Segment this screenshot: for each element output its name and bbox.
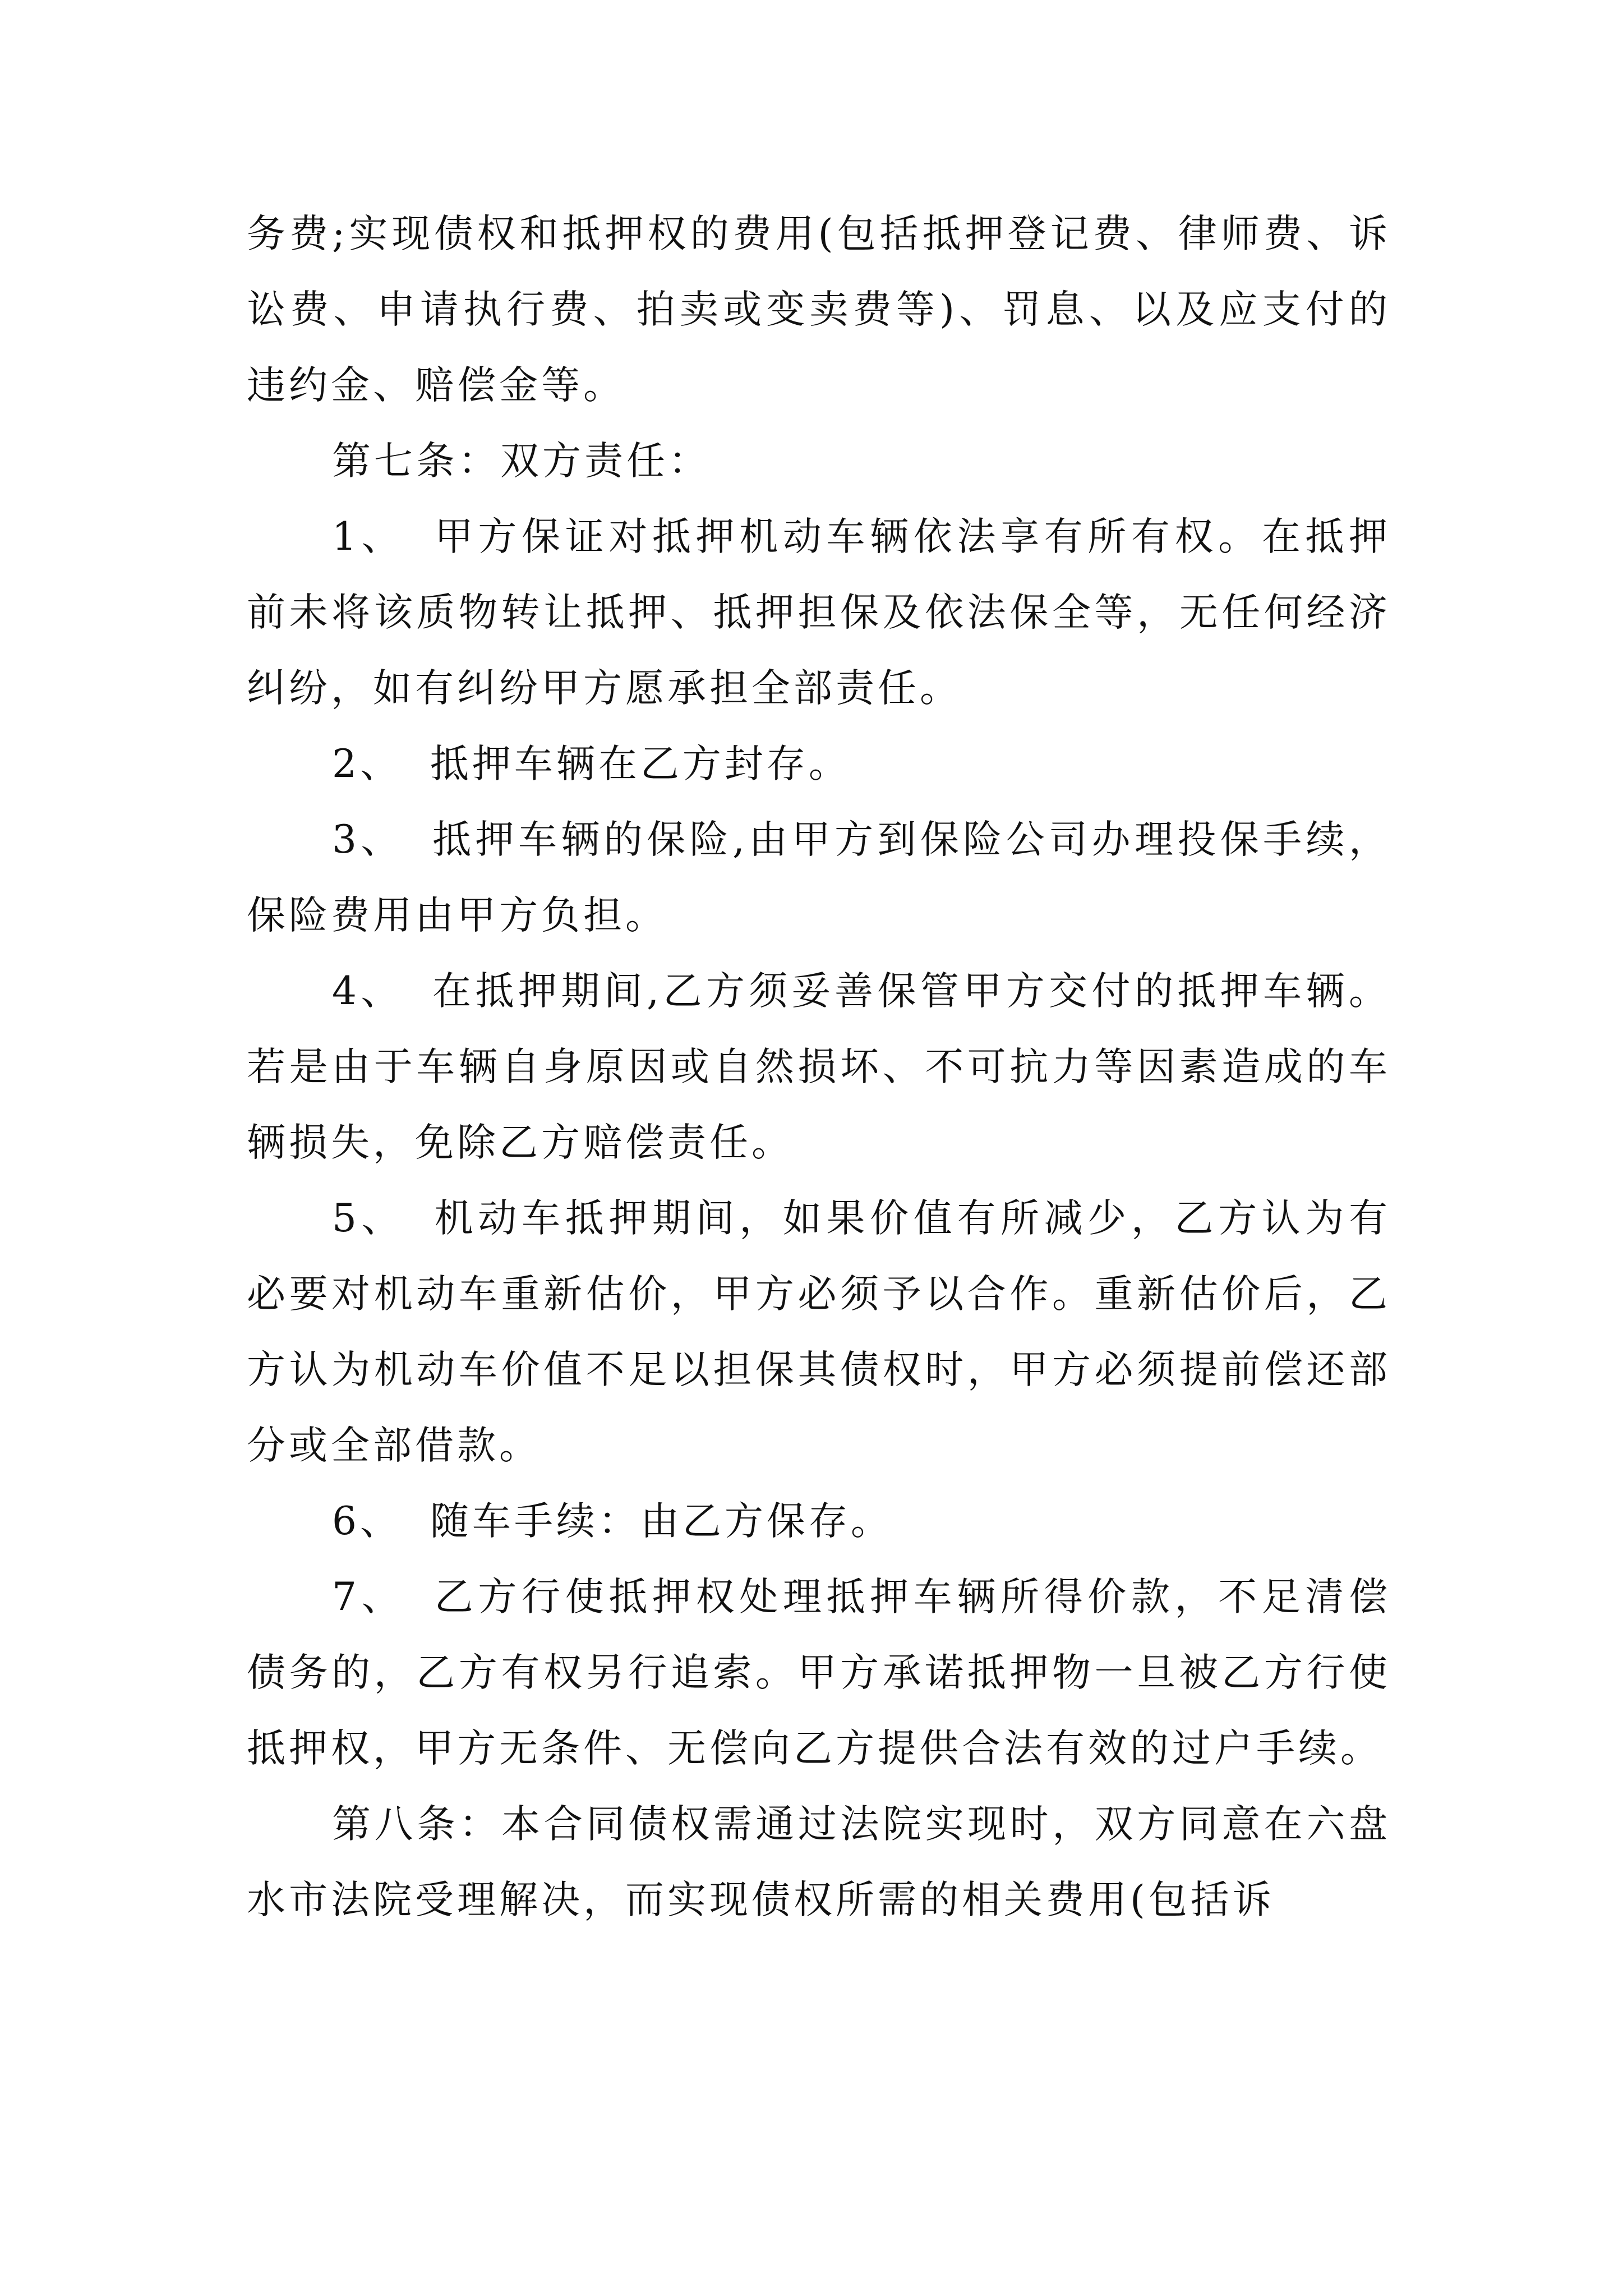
article-eight [247,1787,1391,1938]
clause-7 [247,1559,1391,1787]
clause-text: 抵押车辆的保险,由甲方到保险公司办理投保手续，保险费用由甲方负担。 [247,817,1391,938]
clause-number: 7、 [332,1575,405,1619]
clause-number: 4、 [332,969,404,1014]
clause-text: 随车手续：由乙方保存。 [430,1499,893,1544]
clause-number: 1、 [332,514,405,559]
clause-text: 抵押车辆在乙方封存。 [430,742,851,786]
clause-text: 在抵押期间,乙方须妥善保管甲方交付的抵押车辆。若是由于车辆自身原因或自然损坏、不可抗力等因素造成的车辆损失，免除乙方赔偿责任。 [247,969,1391,1165]
paragraph-continuation [247,196,1391,424]
clause-text: 机动车抵押期间，如果价值有所减少，乙方认为有必要对机动车重新估价，甲方必须予以合作。重新估价后，乙方认为机动车价值不足以担保其债权时，甲方必须提前偿还部分或全部借款。 [247,1196,1391,1468]
paragraph-text: 第八条：本合同债权需通过法院实现时，双方同意在六盘水市法院受理解决，而实现债权所需的相关费用(包括诉 [247,1802,1391,1922]
clause-2 [247,726,1391,802]
document-body [247,196,1391,1938]
clause-number: 6、 [332,1499,402,1544]
article-seven-heading [247,424,1391,499]
paragraph-text: 第七条：双方责任： [332,439,711,484]
clause-3 [247,802,1391,954]
clause-text: 乙方行使抵押权处理抵押车辆所得价款，不足清偿债务的，乙方有权另行追索。甲方承诺抵押物一旦被乙方行使抵押权，甲方无条件、无偿向乙方提供合法有效的过户手续。 [247,1575,1391,1771]
clause-number: 3、 [332,817,404,862]
clause-number: 2、 [332,742,402,786]
clause-4 [247,954,1391,1181]
clause-5 [247,1181,1391,1484]
paragraph-text: 务费;实现债权和抵押权的费用(包括抵押登记费、律师费、诉讼费、申请执行费、拍卖或变卖费等)、罚息、以及应支付的违约金、赔偿金等。 [247,211,1391,408]
clause-6 [247,1484,1391,1559]
clause-text: 甲方保证对抵押机动车辆依法享有所有权。在抵押前未将该质物转让抵押、抵押担保及依法保全等，无任何经济纠纷，如有纠纷甲方愿承担全部责任。 [247,514,1391,711]
clause-number: 5、 [332,1196,405,1241]
clause-1 [247,499,1391,726]
